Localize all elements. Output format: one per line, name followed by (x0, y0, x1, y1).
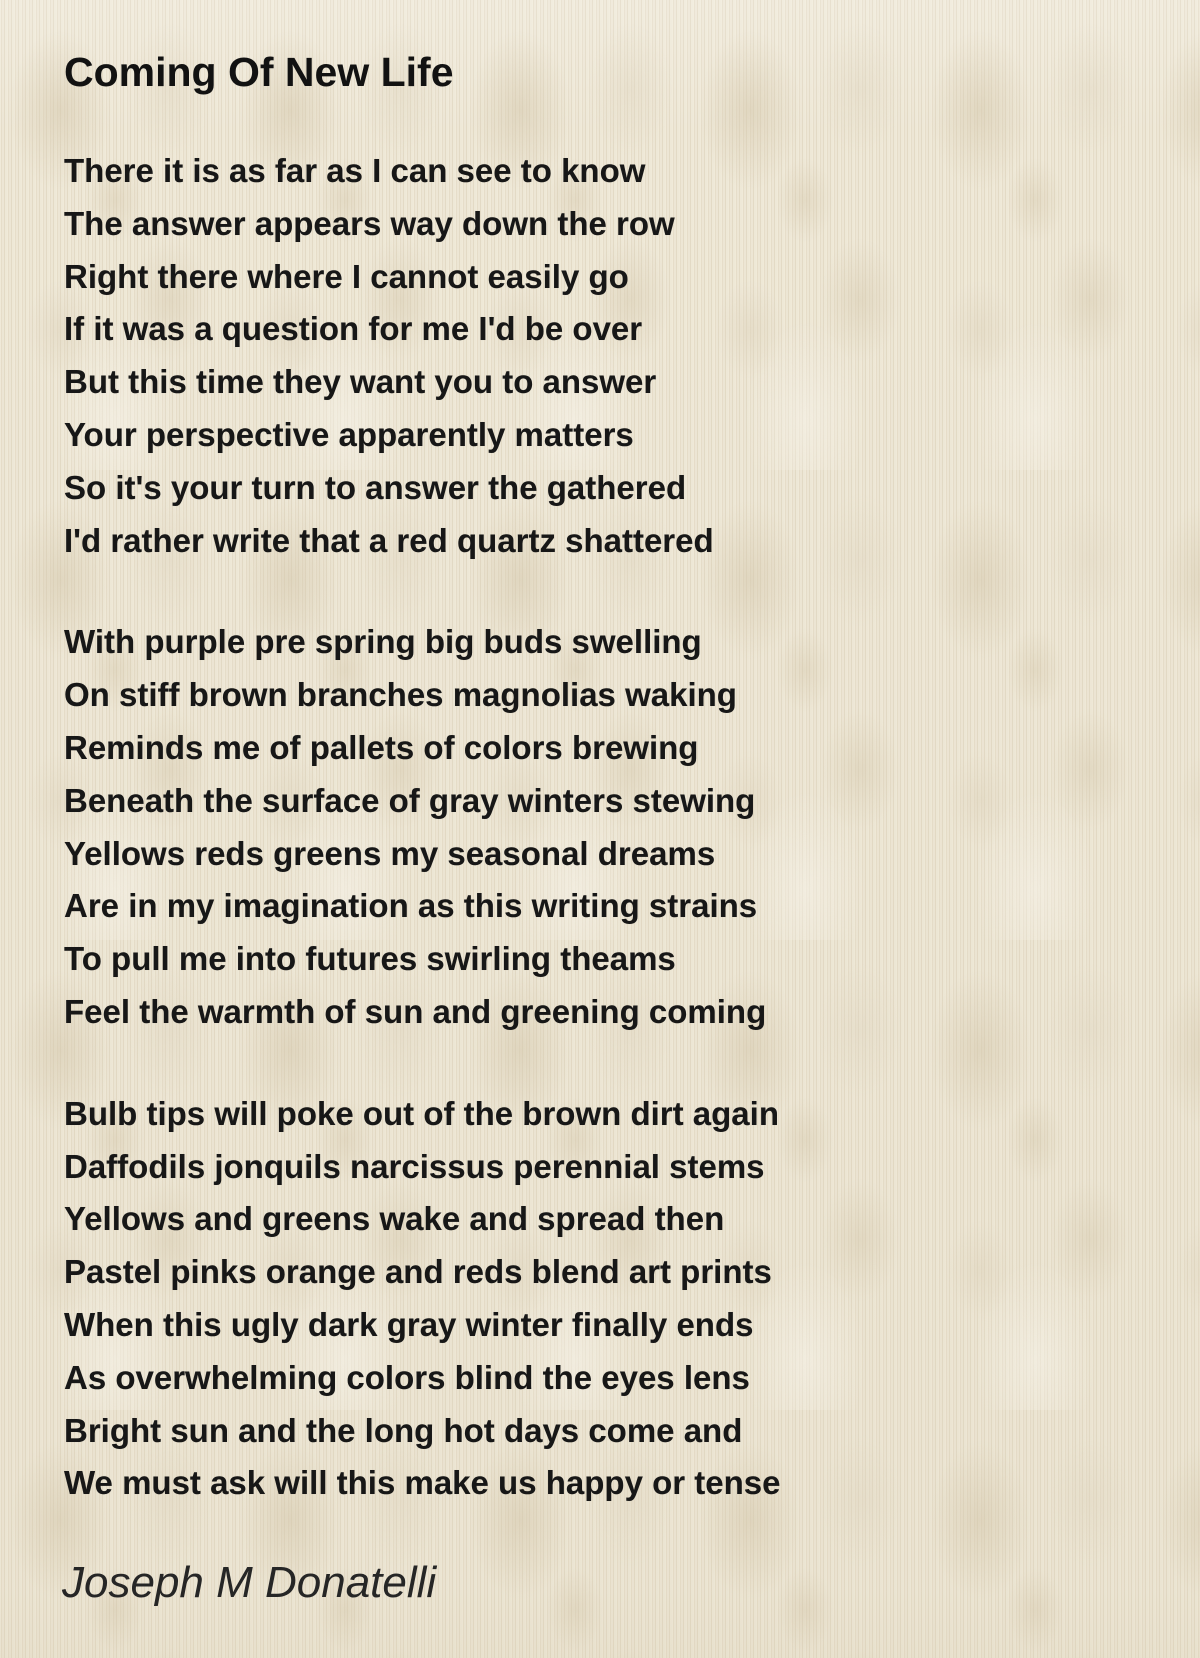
poem-line: Reminds me of pallets of colors brewing (64, 728, 699, 766)
poem-line: Yellows reds greens my seasonal dreams (64, 834, 716, 872)
poem-line: On stiff brown branches magnolias waking (64, 676, 737, 714)
poem-title: Coming Of New Life (64, 49, 454, 95)
poem-line: Bright sun and the long hot days come and (64, 1411, 743, 1449)
poem-line: There it is as far as I can see to know (64, 152, 646, 189)
poem-line: Beneath the surface of gray winters stewing (64, 781, 756, 819)
poem-author-signature: Joseph M Donatelli (62, 1558, 437, 1607)
poem-line: So it's your turn to answer the gathered (64, 468, 687, 506)
poem-line: With purple pre spring big buds swelling (64, 623, 702, 661)
poem-line: We must ask will this make us happy or tense (64, 1464, 781, 1502)
poem-line: Your perspective apparently matters (64, 415, 634, 453)
poem-line: Yellows and greens wake and spread then (64, 1200, 725, 1238)
poem-line: If it was a question for me I'd be over (64, 310, 643, 348)
stanza (64, 616, 780, 1038)
poem-line: Right there where I cannot easily go (64, 257, 629, 295)
poem-line: But this time they want you to answer (64, 363, 657, 401)
poem-line: As overwhelming colors blind the eyes lens (64, 1358, 750, 1396)
poem-line: Daffodils jonquils narcissus perennial stems (64, 1147, 765, 1185)
poem-line: Pastel pinks orange and reds blend art prints (64, 1253, 772, 1291)
poem-line: When this ugly dark gray winter finally ends (64, 1305, 754, 1343)
poem-line: Feel the warmth of sun and greening coming (64, 992, 767, 1030)
stanza (64, 1088, 780, 1510)
stanza (64, 145, 780, 567)
poem-line: To pull me into futures swirling theams (64, 940, 676, 978)
poem-line: I'd rather write that a red quartz shattered (64, 521, 714, 559)
poem-body (64, 145, 780, 1559)
poem-line: Bulb tips will poke out of the brown dirt again (64, 1094, 779, 1132)
poem-line: Are in my imagination as this writing strains (64, 887, 758, 925)
poem-line: The answer appears way down the row (64, 204, 675, 242)
